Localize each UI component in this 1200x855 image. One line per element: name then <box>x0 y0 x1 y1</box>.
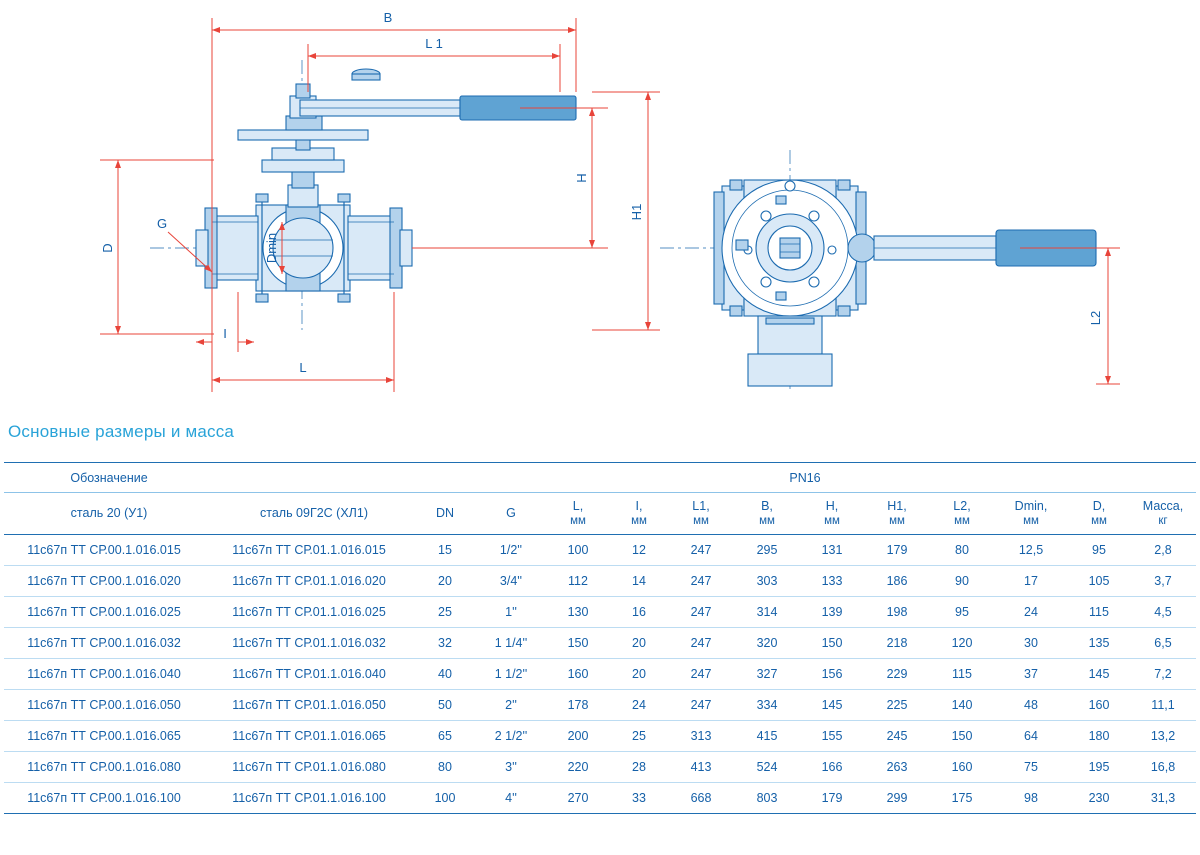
cell-dmin: 37 <box>994 659 1068 690</box>
header-pn16: PN16 <box>414 463 1196 493</box>
cell-l2: 120 <box>930 628 994 659</box>
cell-b: 295 <box>734 535 800 566</box>
header-l-text: L, <box>572 498 584 513</box>
table-row <box>4 566 1196 597</box>
cell-mass: 13,2 <box>1130 721 1196 752</box>
table-row <box>4 721 1196 752</box>
cell-l: 160 <box>546 659 610 690</box>
table-row <box>4 628 1196 659</box>
header-h-unit: мм <box>824 515 840 528</box>
cell-d: 230 <box>1068 783 1130 814</box>
cell-h1: 245 <box>864 721 930 752</box>
cell-dn: 32 <box>414 628 476 659</box>
cell-h1: 186 <box>864 566 930 597</box>
cell-h1: 299 <box>864 783 930 814</box>
cell-mass: 4,5 <box>1130 597 1196 628</box>
header-h1 <box>864 493 930 535</box>
header-dmin-text: Dmin, <box>1014 498 1048 513</box>
cell-b: 415 <box>734 721 800 752</box>
cell-mass: 11,1 <box>1130 690 1196 721</box>
cell-designation-steel09g2s: 11с67п ТТ СР.01.1.016.100 <box>204 783 414 814</box>
cell-l: 270 <box>546 783 610 814</box>
cell-designation-steel09g2s: 11с67п ТТ СР.01.1.016.025 <box>204 597 414 628</box>
cell-b: 334 <box>734 690 800 721</box>
cell-designation-steel20: 11с67п ТТ СР.00.1.016.100 <box>4 783 204 814</box>
cell-dmin: 98 <box>994 783 1068 814</box>
cell-b: 803 <box>734 783 800 814</box>
header-l2-unit: мм <box>954 515 970 528</box>
header-i <box>610 493 668 535</box>
cell-i: 14 <box>610 566 668 597</box>
cell-g: 4'' <box>476 783 546 814</box>
cell-designation-steel09g2s: 11с67п ТТ СР.01.1.016.050 <box>204 690 414 721</box>
cell-h: 133 <box>800 566 864 597</box>
cell-g: 1 1/4'' <box>476 628 546 659</box>
header-dmin-unit: мм <box>1023 515 1039 528</box>
cell-mass: 3,7 <box>1130 566 1196 597</box>
cell-h1: 179 <box>864 535 930 566</box>
cell-dmin: 12,5 <box>994 535 1068 566</box>
cell-l2: 160 <box>930 752 994 783</box>
cell-h1: 218 <box>864 628 930 659</box>
dim-label-H: H <box>574 173 589 183</box>
cell-b: 327 <box>734 659 800 690</box>
cell-designation-steel20: 11с67п ТТ СР.00.1.016.080 <box>4 752 204 783</box>
cell-l1: 313 <box>668 721 734 752</box>
cell-i: 24 <box>610 690 668 721</box>
cell-l1: 247 <box>668 690 734 721</box>
cell-i: 25 <box>610 721 668 752</box>
cell-h: 145 <box>800 690 864 721</box>
dimensions-table <box>4 462 1196 814</box>
cell-mass: 2,8 <box>1130 535 1196 566</box>
cell-h: 139 <box>800 597 864 628</box>
cell-i: 28 <box>610 752 668 783</box>
dim-label-Dmin: Dmin <box>264 232 279 264</box>
dim-label-L: L <box>299 360 307 375</box>
header-h1-text: H1, <box>887 498 907 513</box>
dim-label-I: I <box>223 326 227 341</box>
table-row <box>4 690 1196 721</box>
cell-designation-steel20: 11с67п ТТ СР.00.1.016.015 <box>4 535 204 566</box>
cell-l1: 247 <box>668 659 734 690</box>
cell-d: 105 <box>1068 566 1130 597</box>
header-h-text: H, <box>825 498 839 513</box>
cell-dn: 80 <box>414 752 476 783</box>
cell-i: 12 <box>610 535 668 566</box>
header-l1 <box>668 493 734 535</box>
cell-mass: 6,5 <box>1130 628 1196 659</box>
cell-dmin: 64 <box>994 721 1068 752</box>
header-dn: DN <box>414 493 476 535</box>
cell-d: 115 <box>1068 597 1130 628</box>
cell-d: 180 <box>1068 721 1130 752</box>
header-d-text: D, <box>1092 498 1106 513</box>
cell-designation-steel09g2s: 11с67п ТТ СР.01.1.016.032 <box>204 628 414 659</box>
cell-g: 2 1/2'' <box>476 721 546 752</box>
cell-g: 1'' <box>476 597 546 628</box>
cell-b: 303 <box>734 566 800 597</box>
cell-g: 3/4'' <box>476 566 546 597</box>
cell-h1: 225 <box>864 690 930 721</box>
header-l2-text: L2, <box>953 498 971 513</box>
cell-l2: 95 <box>930 597 994 628</box>
table-row <box>4 535 1196 566</box>
cell-l2: 175 <box>930 783 994 814</box>
cell-designation-steel09g2s: 11с67п ТТ СР.01.1.016.080 <box>204 752 414 783</box>
cell-l1: 247 <box>668 566 734 597</box>
header-h1-unit: мм <box>889 515 905 528</box>
cell-h: 166 <box>800 752 864 783</box>
cell-dmin: 17 <box>994 566 1068 597</box>
table-row <box>4 597 1196 628</box>
table-group-header-row <box>4 463 1196 493</box>
header-l2 <box>930 493 994 535</box>
cell-l: 200 <box>546 721 610 752</box>
header-l1-text: L1, <box>692 498 710 513</box>
cell-l: 100 <box>546 535 610 566</box>
cell-mass: 7,2 <box>1130 659 1196 690</box>
cell-l: 150 <box>546 628 610 659</box>
cell-designation-steel20: 11с67п ТТ СР.00.1.016.040 <box>4 659 204 690</box>
cell-d: 195 <box>1068 752 1130 783</box>
section-title: Основные размеры и масса <box>8 422 235 441</box>
cell-l: 220 <box>546 752 610 783</box>
cell-designation-steel09g2s: 11с67п ТТ СР.01.1.016.020 <box>204 566 414 597</box>
cell-i: 20 <box>610 659 668 690</box>
cell-designation-steel20: 11с67п ТТ СР.00.1.016.065 <box>4 721 204 752</box>
header-steel20: сталь 20 (У1) <box>4 493 204 535</box>
cell-l1: 668 <box>668 783 734 814</box>
cell-l2: 80 <box>930 535 994 566</box>
cell-l1: 247 <box>668 597 734 628</box>
cell-l2: 115 <box>930 659 994 690</box>
cell-dn: 40 <box>414 659 476 690</box>
header-b-text: B, <box>761 498 773 513</box>
cell-d: 145 <box>1068 659 1130 690</box>
cell-b: 524 <box>734 752 800 783</box>
cell-h: 131 <box>800 535 864 566</box>
table-subheader-row <box>4 493 1196 535</box>
cell-designation-steel09g2s: 11с67п ТТ СР.01.1.016.040 <box>204 659 414 690</box>
cell-l2: 90 <box>930 566 994 597</box>
dim-label-L2: L2 <box>1088 310 1103 326</box>
cell-l: 130 <box>546 597 610 628</box>
technical-drawing <box>0 0 1200 408</box>
cell-dmin: 75 <box>994 752 1068 783</box>
cell-d: 160 <box>1068 690 1130 721</box>
header-steel09g2s: сталь 09Г2С (ХЛ1) <box>204 493 414 535</box>
cell-designation-steel09g2s: 11с67п ТТ СР.01.1.016.065 <box>204 721 414 752</box>
table-row <box>4 752 1196 783</box>
cell-l2: 140 <box>930 690 994 721</box>
cell-h: 179 <box>800 783 864 814</box>
header-i-unit: мм <box>631 515 647 528</box>
header-mass-unit: кг <box>1158 515 1168 528</box>
cell-h1: 229 <box>864 659 930 690</box>
cell-h: 150 <box>800 628 864 659</box>
cell-h: 156 <box>800 659 864 690</box>
dim-label-B: B <box>383 10 393 25</box>
cell-d: 95 <box>1068 535 1130 566</box>
cell-i: 20 <box>610 628 668 659</box>
cell-dn: 20 <box>414 566 476 597</box>
cell-g: 2'' <box>476 690 546 721</box>
header-mass-text: Масса, <box>1142 498 1184 513</box>
header-l <box>546 493 610 535</box>
cell-g: 3'' <box>476 752 546 783</box>
cell-designation-steel20: 11с67п ТТ СР.00.1.016.025 <box>4 597 204 628</box>
header-dmin <box>994 493 1068 535</box>
cell-h1: 263 <box>864 752 930 783</box>
cell-dmin: 24 <box>994 597 1068 628</box>
header-l1-unit: мм <box>693 515 709 528</box>
cell-d: 135 <box>1068 628 1130 659</box>
cell-g: 1 1/2'' <box>476 659 546 690</box>
cell-l1: 247 <box>668 535 734 566</box>
table-row <box>4 659 1196 690</box>
cell-g: 1/2'' <box>476 535 546 566</box>
cell-designation-steel20: 11с67п ТТ СР.00.1.016.050 <box>4 690 204 721</box>
cell-dmin: 48 <box>994 690 1068 721</box>
header-i-text: I, <box>635 498 643 513</box>
cell-b: 320 <box>734 628 800 659</box>
cell-dmin: 30 <box>994 628 1068 659</box>
header-b <box>734 493 800 535</box>
dim-label-G: G <box>156 216 168 231</box>
header-spacer <box>204 463 414 493</box>
cell-designation-steel09g2s: 11с67п ТТ СР.01.1.016.015 <box>204 535 414 566</box>
header-b-unit: мм <box>759 515 775 528</box>
header-designation: Обозначение <box>4 463 204 493</box>
cell-dn: 50 <box>414 690 476 721</box>
header-d <box>1068 493 1130 535</box>
cell-designation-steel20: 11с67п ТТ СР.00.1.016.032 <box>4 628 204 659</box>
cell-dn: 15 <box>414 535 476 566</box>
dim-label-H1: H1 <box>629 203 644 221</box>
cell-l: 178 <box>546 690 610 721</box>
header-mass <box>1130 493 1196 535</box>
cell-dn: 65 <box>414 721 476 752</box>
cell-mass: 31,3 <box>1130 783 1196 814</box>
cell-dn: 25 <box>414 597 476 628</box>
cell-mass: 16,8 <box>1130 752 1196 783</box>
header-g: G <box>476 493 546 535</box>
cell-h1: 198 <box>864 597 930 628</box>
cell-designation-steel20: 11с67п ТТ СР.00.1.016.020 <box>4 566 204 597</box>
header-l-unit: мм <box>570 515 586 528</box>
cell-l1: 413 <box>668 752 734 783</box>
table-row <box>4 783 1196 814</box>
header-h <box>800 493 864 535</box>
dim-label-D: D <box>100 243 115 253</box>
header-d-unit: мм <box>1091 515 1107 528</box>
cell-l2: 150 <box>930 721 994 752</box>
cell-l: 112 <box>546 566 610 597</box>
cell-i: 33 <box>610 783 668 814</box>
cell-h: 155 <box>800 721 864 752</box>
cell-l1: 247 <box>668 628 734 659</box>
cell-i: 16 <box>610 597 668 628</box>
dim-label-L1: L 1 <box>425 36 443 51</box>
cell-dn: 100 <box>414 783 476 814</box>
cell-b: 314 <box>734 597 800 628</box>
table-body <box>4 535 1196 814</box>
